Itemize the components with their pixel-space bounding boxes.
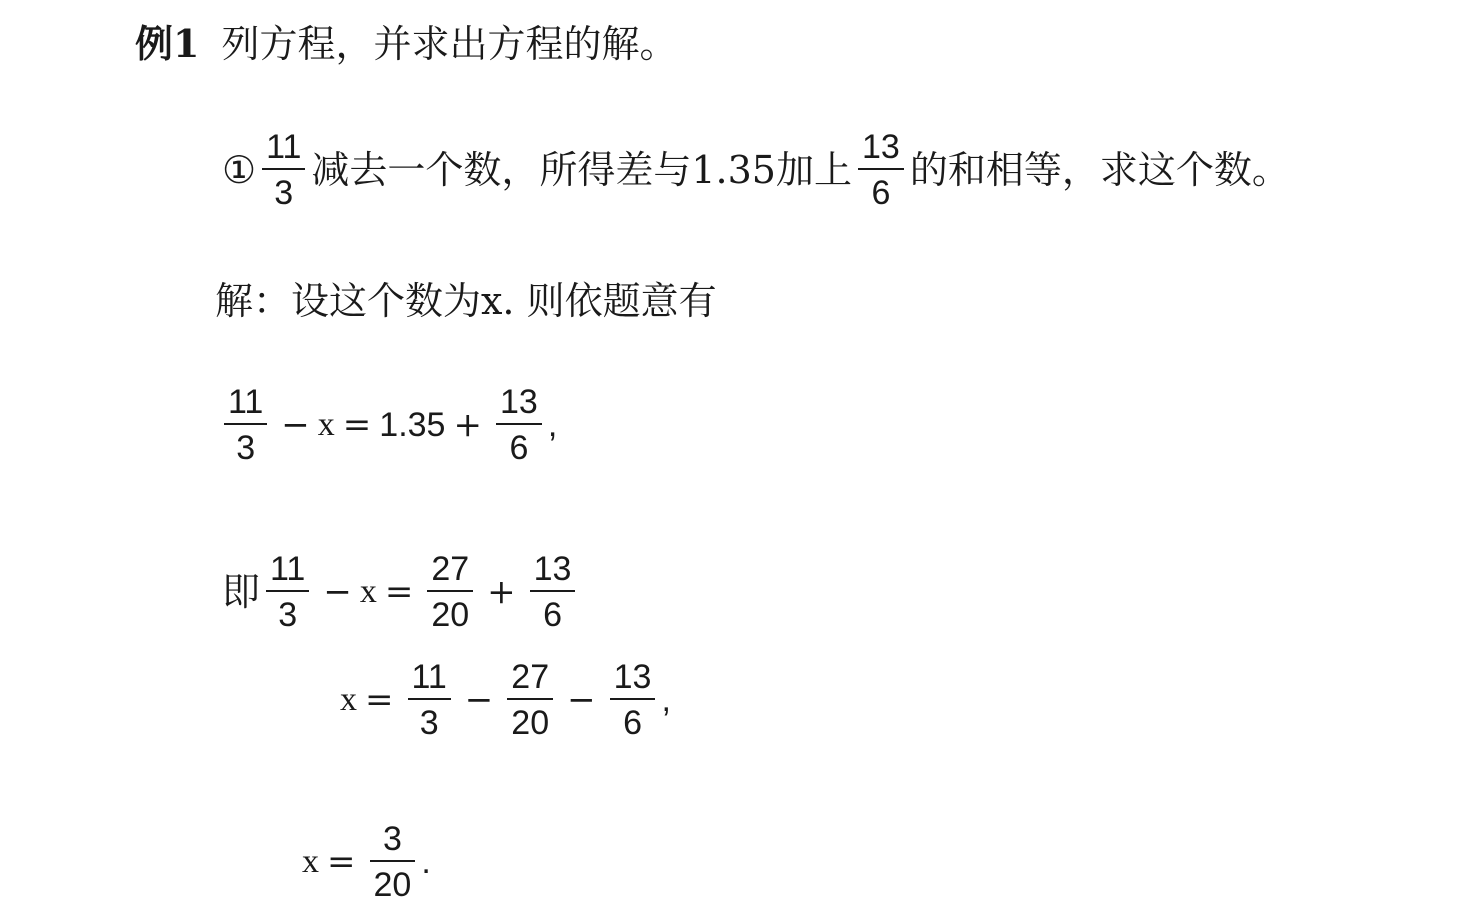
denominator: 3 bbox=[236, 429, 256, 467]
equation-prefix: 即 bbox=[222, 570, 261, 614]
variable-x: x bbox=[317, 406, 335, 443]
equals-sign: = bbox=[327, 842, 356, 882]
numerator: 11 bbox=[228, 383, 264, 421]
problem-text-1: 减去一个数，所得差与1.35加上 bbox=[311, 148, 852, 192]
fraction bbox=[370, 822, 416, 902]
numerator: 13 bbox=[533, 550, 572, 588]
equation-1 bbox=[218, 385, 557, 465]
denominator: 6 bbox=[871, 174, 891, 212]
denominator: 6 bbox=[543, 596, 563, 634]
fraction bbox=[610, 660, 656, 740]
numerator: 11 bbox=[266, 128, 302, 166]
fraction bbox=[496, 385, 542, 465]
plus-sign: + bbox=[453, 405, 482, 445]
example-instruction: 列方程，并求出方程的解。 bbox=[221, 22, 678, 66]
equation-3 bbox=[340, 660, 671, 740]
comma: , bbox=[661, 680, 671, 719]
plus-sign: + bbox=[487, 572, 516, 612]
period: . bbox=[421, 842, 431, 881]
equation-2 bbox=[222, 552, 581, 632]
comma: , bbox=[547, 405, 558, 444]
denominator: 6 bbox=[509, 429, 529, 467]
fraction bbox=[224, 385, 267, 465]
fraction bbox=[507, 660, 553, 740]
fraction bbox=[530, 552, 576, 632]
minus-sign: − bbox=[567, 680, 596, 720]
numerator: 11 bbox=[270, 550, 306, 588]
fraction bbox=[266, 552, 309, 632]
example-label: 例1 bbox=[135, 21, 200, 66]
denominator: 3 bbox=[274, 174, 294, 212]
example-heading bbox=[135, 21, 678, 66]
denominator: 20 bbox=[511, 704, 550, 742]
problem-text-2: 的和相等，求这个数。 bbox=[909, 148, 1290, 192]
equation-4 bbox=[302, 822, 431, 902]
denominator: 20 bbox=[373, 866, 412, 904]
minus-sign: − bbox=[281, 405, 310, 445]
circled-number: ① bbox=[222, 148, 257, 192]
numerator: 13 bbox=[499, 383, 538, 421]
fraction bbox=[427, 552, 473, 632]
numerator: 27 bbox=[431, 550, 470, 588]
equals-sign: = bbox=[342, 405, 372, 445]
fraction bbox=[408, 660, 451, 740]
variable-x: x bbox=[302, 843, 319, 880]
minus-sign: − bbox=[464, 680, 494, 720]
problem-statement bbox=[222, 130, 1290, 210]
fraction bbox=[262, 130, 305, 210]
solution-intro-text: 解：设这个数为x. 则依题意有 bbox=[215, 279, 717, 323]
denominator: 3 bbox=[278, 596, 298, 634]
fraction bbox=[858, 130, 904, 210]
solution-intro bbox=[215, 279, 717, 323]
equals-sign: = bbox=[365, 680, 394, 720]
equals-sign: = bbox=[384, 572, 414, 612]
numerator: 13 bbox=[862, 128, 900, 166]
variable-x: x bbox=[340, 681, 357, 718]
denominator: 6 bbox=[623, 704, 642, 742]
numerator: 11 bbox=[411, 658, 447, 696]
variable-x: x bbox=[359, 573, 377, 610]
denominator: 3 bbox=[419, 704, 439, 742]
minus-sign: − bbox=[323, 572, 352, 612]
numerator: 27 bbox=[511, 658, 550, 696]
numerator: 3 bbox=[382, 820, 402, 858]
numerator: 13 bbox=[613, 658, 652, 696]
denominator: 20 bbox=[431, 596, 470, 634]
decimal-value: 1.35 bbox=[379, 405, 446, 444]
